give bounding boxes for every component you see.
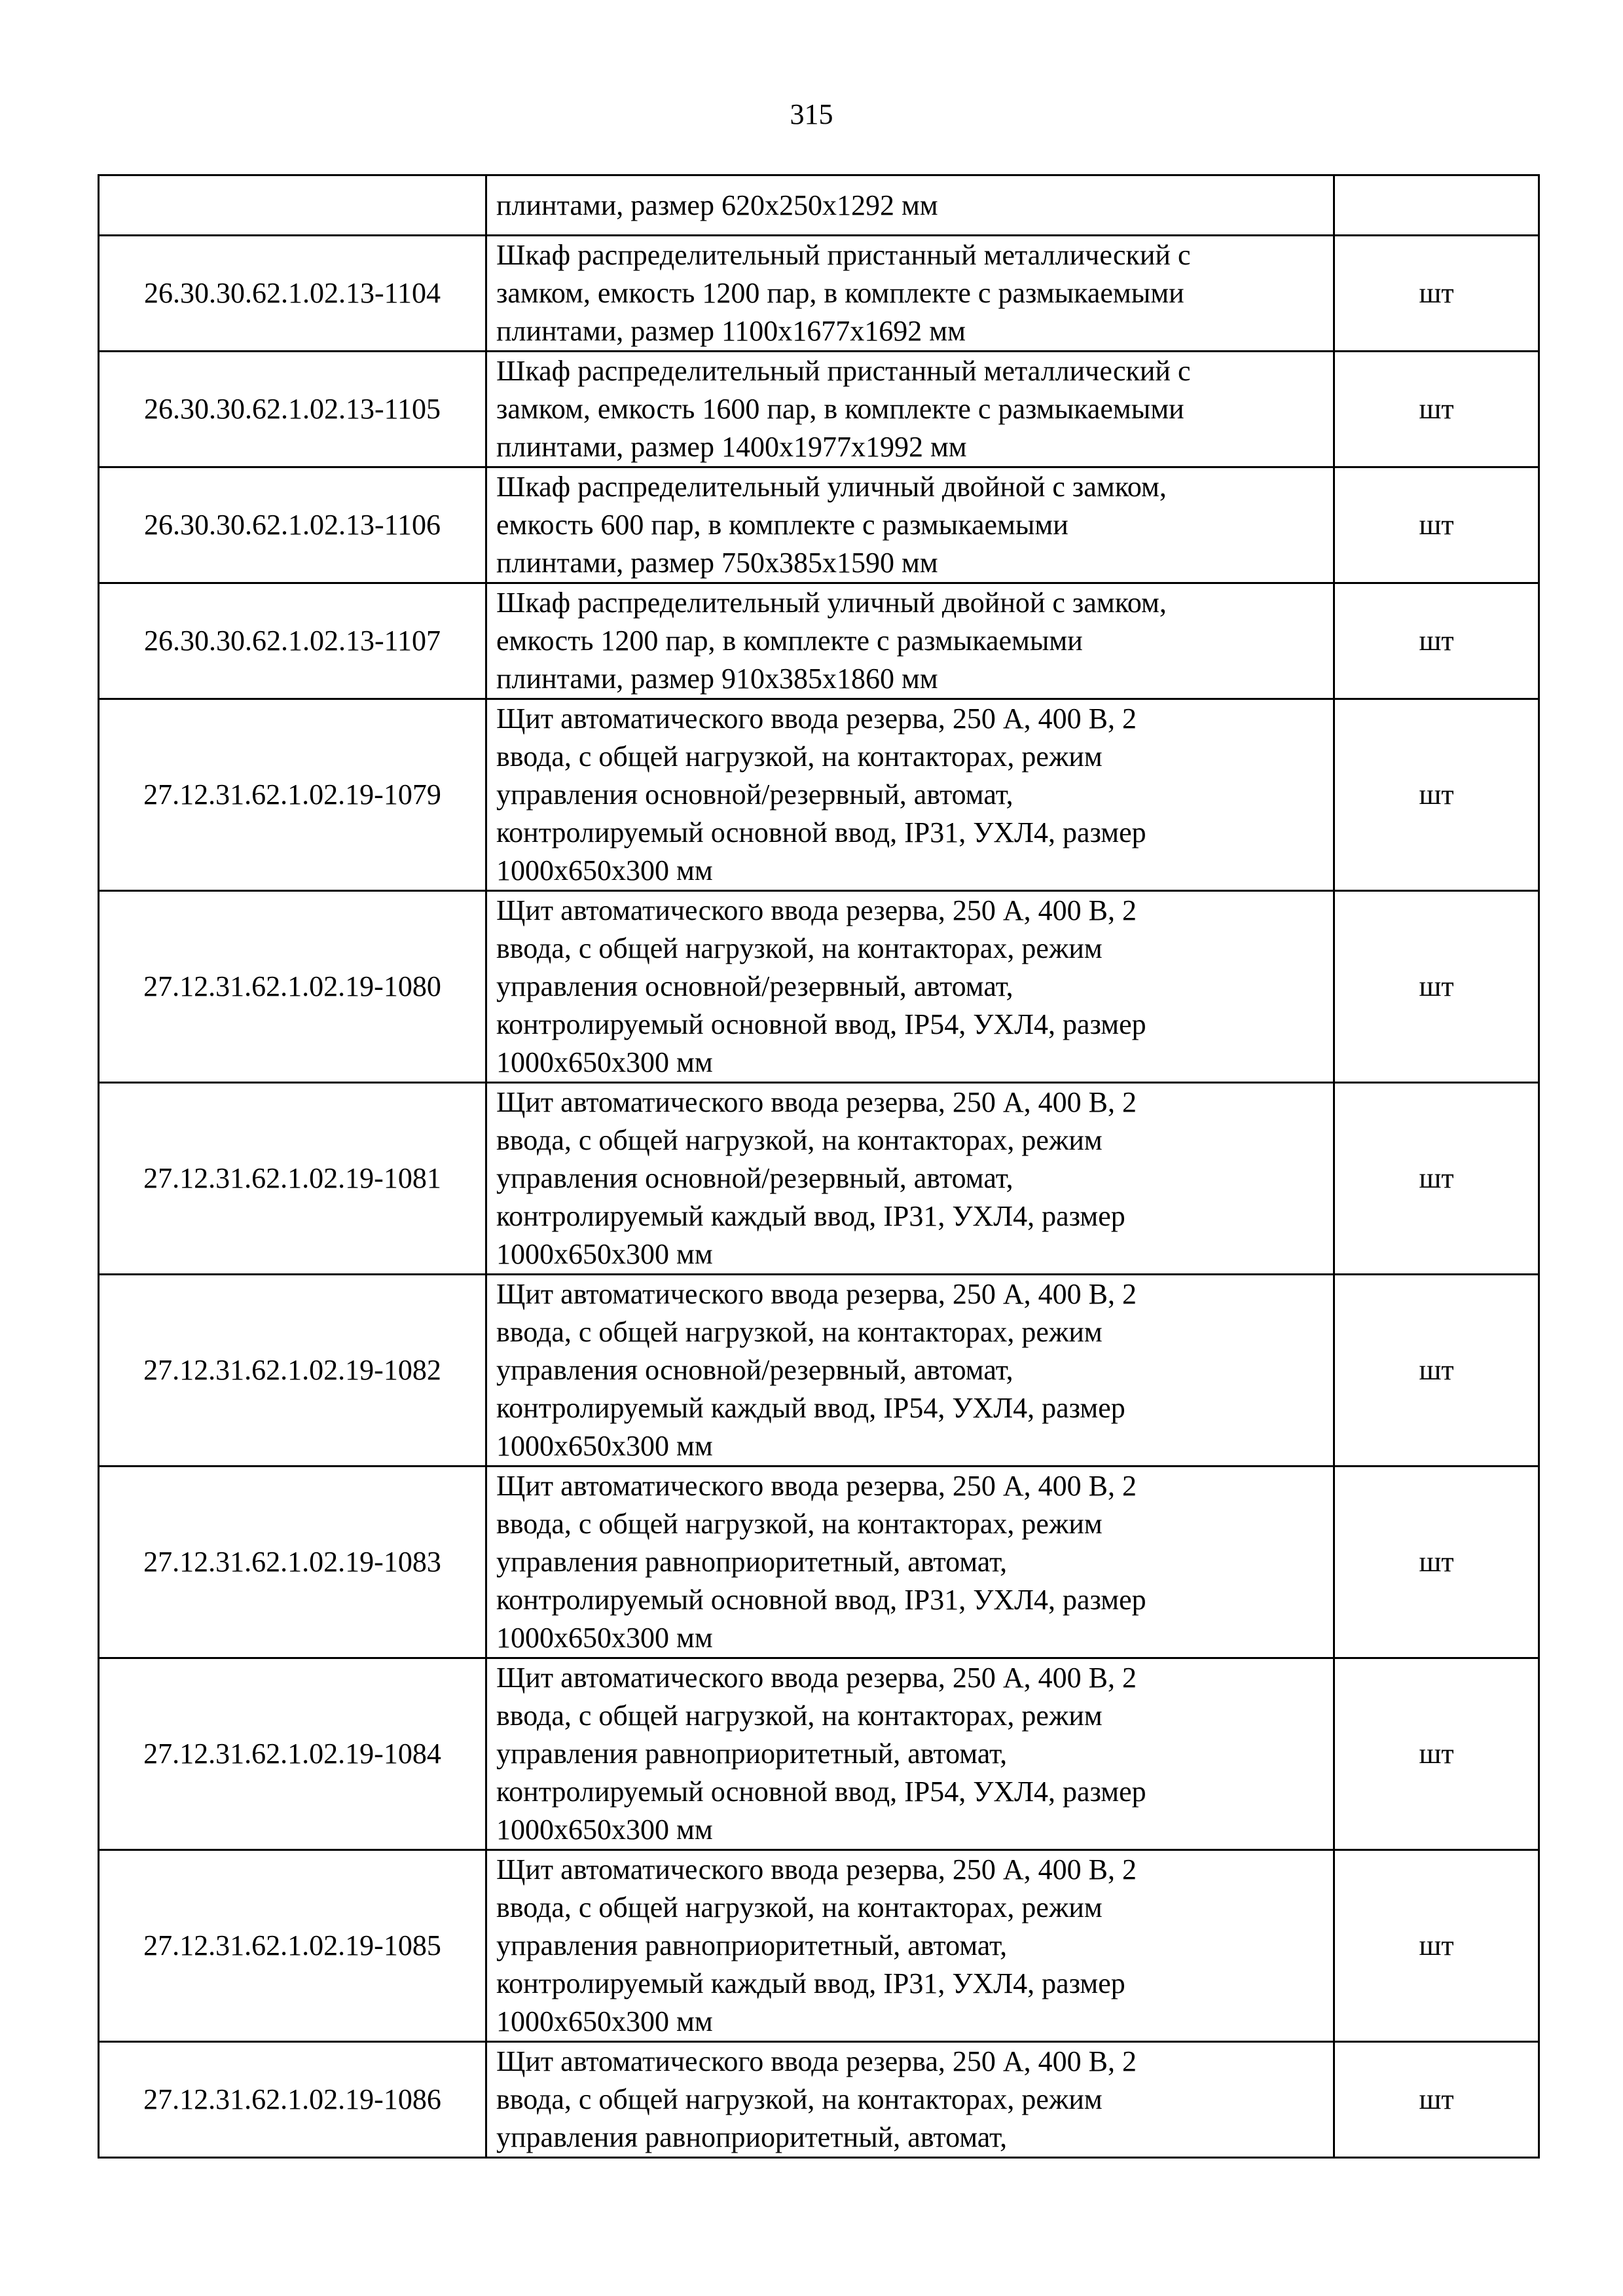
description-line: управления равноприоритетный, автомат, bbox=[496, 2121, 1008, 2153]
table-row bbox=[99, 2042, 1539, 2158]
unit-cell: шт bbox=[1334, 583, 1539, 699]
description-line: 1000х650х300 мм bbox=[496, 1813, 713, 1846]
description-line: 1000х650х300 мм bbox=[496, 854, 713, 886]
resource-description-cell bbox=[486, 236, 1334, 352]
description-line: замком, емкость 1600 пар, в комплекте с размыкаемыми bbox=[496, 393, 1184, 425]
description-line: Щит автоматического ввода резерва, 250 А, 400 В, 2 bbox=[496, 1853, 1137, 1886]
resource-description-cell bbox=[486, 891, 1334, 1083]
unit-cell: шт bbox=[1334, 891, 1539, 1083]
resource-code-cell: 27.12.31.62.1.02.19-1081 bbox=[99, 1083, 486, 1275]
description-line: контролируемый основной ввод, IP31, УХЛ4, размер bbox=[496, 1584, 1146, 1616]
resource-description-cell bbox=[486, 1850, 1334, 2042]
description-line: контролируемый основной ввод, IP54, УХЛ4, размер bbox=[496, 1008, 1146, 1040]
resource-code-cell bbox=[99, 175, 486, 236]
resource-code-cell: 27.12.31.62.1.02.19-1079 bbox=[99, 699, 486, 891]
resource-code-cell: 27.12.31.62.1.02.19-1084 bbox=[99, 1658, 486, 1850]
description-line: контролируемый основной ввод, IP54, УХЛ4, размер bbox=[496, 1776, 1146, 1808]
description-line: Шкаф распределительный уличный двойной с замком, bbox=[496, 587, 1167, 619]
description-line: управления равноприоритетный, автомат, bbox=[496, 1929, 1008, 1961]
description-line: ввода, с общей нагрузкой, на контакторах, режим bbox=[496, 932, 1103, 964]
description-line: плинтами, размер 1100х1677х1692 мм bbox=[496, 315, 966, 347]
description-line: Щит автоматического ввода резерва, 250 А, 400 В, 2 bbox=[496, 894, 1137, 926]
resource-description-cell bbox=[486, 175, 1334, 236]
description-line: Щит автоматического ввода резерва, 250 А, 400 В, 2 bbox=[496, 702, 1137, 735]
description-line: емкость 1200 пар, в комплекте с размыкаемыми bbox=[496, 625, 1083, 657]
description-line: Щит автоматического ввода резерва, 250 А, 400 В, 2 bbox=[496, 1278, 1137, 1310]
table-row bbox=[99, 699, 1539, 891]
resource-code-cell: 26.30.30.62.1.02.13-1106 bbox=[99, 467, 486, 583]
unit-cell: шт bbox=[1334, 1467, 1539, 1658]
resource-description-cell bbox=[486, 1467, 1334, 1658]
description-line: плинтами, размер 750х385х1590 мм bbox=[496, 547, 938, 579]
resource-description-cell bbox=[486, 352, 1334, 467]
resource-description-cell bbox=[486, 1275, 1334, 1467]
unit-cell: шт bbox=[1334, 236, 1539, 352]
table-row bbox=[99, 891, 1539, 1083]
unit-cell: шт bbox=[1334, 467, 1539, 583]
description-line: ввода, с общей нагрузкой, на контакторах, режим bbox=[496, 1700, 1103, 1732]
description-line: 1000х650х300 мм bbox=[496, 1430, 713, 1462]
resource-code-cell: 27.12.31.62.1.02.19-1083 bbox=[99, 1467, 486, 1658]
description-line: Щит автоматического ввода резерва, 250 А, 400 В, 2 bbox=[496, 1470, 1137, 1502]
description-line: управления основной/резервный, автомат, bbox=[496, 1162, 1013, 1194]
description-line: ввода, с общей нагрузкой, на контакторах, режим bbox=[496, 2083, 1103, 2115]
description-line: ввода, с общей нагрузкой, на контакторах, режим bbox=[496, 740, 1103, 773]
description-line: 1000х650х300 мм bbox=[496, 2005, 713, 2037]
description-line: управления равноприоритетный, автомат, bbox=[496, 1546, 1008, 1578]
resource-code-cell: 27.12.31.62.1.02.19-1080 bbox=[99, 891, 486, 1083]
unit-cell: шт bbox=[1334, 699, 1539, 891]
resource-description-cell bbox=[486, 2042, 1334, 2158]
table-row bbox=[99, 583, 1539, 699]
resource-description-cell bbox=[486, 467, 1334, 583]
description-line: замком, емкость 1200 пар, в комплекте с размыкаемыми bbox=[496, 277, 1184, 309]
description-line: плинтами, размер 910х385х1860 мм bbox=[496, 663, 938, 695]
page-number: 315 bbox=[790, 98, 833, 130]
description-line: плинтами, размер 620х250х1292 мм bbox=[496, 189, 938, 221]
resource-description-cell bbox=[486, 1658, 1334, 1850]
description-line: плинтами, размер 1400х1977х1992 мм bbox=[496, 431, 967, 463]
description-line: Щит автоматического ввода резерва, 250 А, 400 В, 2 bbox=[496, 2045, 1137, 2077]
table-row bbox=[99, 236, 1539, 352]
description-line: управления основной/резервный, автомат, bbox=[496, 778, 1013, 811]
description-line: Шкаф распределительный пристанный металлический с bbox=[496, 355, 1191, 387]
description-line: Шкаф распределительный пристанный металлический с bbox=[496, 239, 1191, 271]
description-line: контролируемый каждый ввод, IP31, УХЛ4, размер bbox=[496, 1967, 1125, 1999]
description-line: управления равноприоритетный, автомат, bbox=[496, 1738, 1008, 1770]
resource-table-body bbox=[99, 175, 1539, 2158]
description-line: 1000х650х300 мм bbox=[496, 1238, 713, 1270]
description-line: емкость 600 пар, в комплекте с размыкаемыми bbox=[496, 509, 1068, 541]
description-line: Щит автоматического ввода резерва, 250 А, 400 В, 2 bbox=[496, 1662, 1137, 1694]
resource-code-cell: 27.12.31.62.1.02.19-1086 bbox=[99, 2042, 486, 2158]
table-row bbox=[99, 1467, 1539, 1658]
description-line: контролируемый каждый ввод, IP31, УХЛ4, размер bbox=[496, 1200, 1125, 1232]
table-row bbox=[99, 175, 1539, 236]
description-line: ввода, с общей нагрузкой, на контакторах, режим bbox=[496, 1891, 1103, 1923]
description-line: контролируемый каждый ввод, IP54, УХЛ4, размер bbox=[496, 1392, 1125, 1424]
description-line: ввода, с общей нагрузкой, на контакторах, режим bbox=[496, 1124, 1103, 1156]
description-line: Щит автоматического ввода резерва, 250 А, 400 В, 2 bbox=[496, 1086, 1137, 1118]
unit-cell: шт bbox=[1334, 1850, 1539, 2042]
table-row bbox=[99, 467, 1539, 583]
unit-cell: шт bbox=[1334, 1275, 1539, 1467]
resource-code-cell: 26.30.30.62.1.02.13-1104 bbox=[99, 236, 486, 352]
table-row bbox=[99, 1658, 1539, 1850]
unit-cell: шт bbox=[1334, 352, 1539, 467]
description-line: контролируемый основной ввод, IP31, УХЛ4, размер bbox=[496, 816, 1146, 848]
table-row bbox=[99, 352, 1539, 467]
table-row bbox=[99, 1850, 1539, 2042]
unit-cell: шт bbox=[1334, 2042, 1539, 2158]
description-line: управления основной/резервный, автомат, bbox=[496, 970, 1013, 1002]
description-line: 1000х650х300 мм bbox=[496, 1622, 713, 1654]
table-row bbox=[99, 1275, 1539, 1467]
description-line: 1000х650х300 мм bbox=[496, 1046, 713, 1078]
resource-description-cell bbox=[486, 1083, 1334, 1275]
description-line: ввода, с общей нагрузкой, на контакторах, режим bbox=[496, 1508, 1103, 1540]
description-line: ввода, с общей нагрузкой, на контакторах, режим bbox=[496, 1316, 1103, 1348]
resource-code-cell: 26.30.30.62.1.02.13-1105 bbox=[99, 352, 486, 467]
resource-code-cell: 26.30.30.62.1.02.13-1107 bbox=[99, 583, 486, 699]
description-line: Шкаф распределительный уличный двойной с замком, bbox=[496, 471, 1167, 503]
description-line: управления основной/резервный, автомат, bbox=[496, 1354, 1013, 1386]
unit-cell: шт bbox=[1334, 1083, 1539, 1275]
resource-code-cell: 27.12.31.62.1.02.19-1085 bbox=[99, 1850, 486, 2042]
unit-cell: шт bbox=[1334, 1658, 1539, 1850]
table-row bbox=[99, 1083, 1539, 1275]
resource-description-cell bbox=[486, 699, 1334, 891]
resource-code-cell: 27.12.31.62.1.02.19-1082 bbox=[99, 1275, 486, 1467]
resource-description-cell bbox=[486, 583, 1334, 699]
resource-table bbox=[98, 174, 1540, 2159]
unit-cell bbox=[1334, 175, 1539, 236]
